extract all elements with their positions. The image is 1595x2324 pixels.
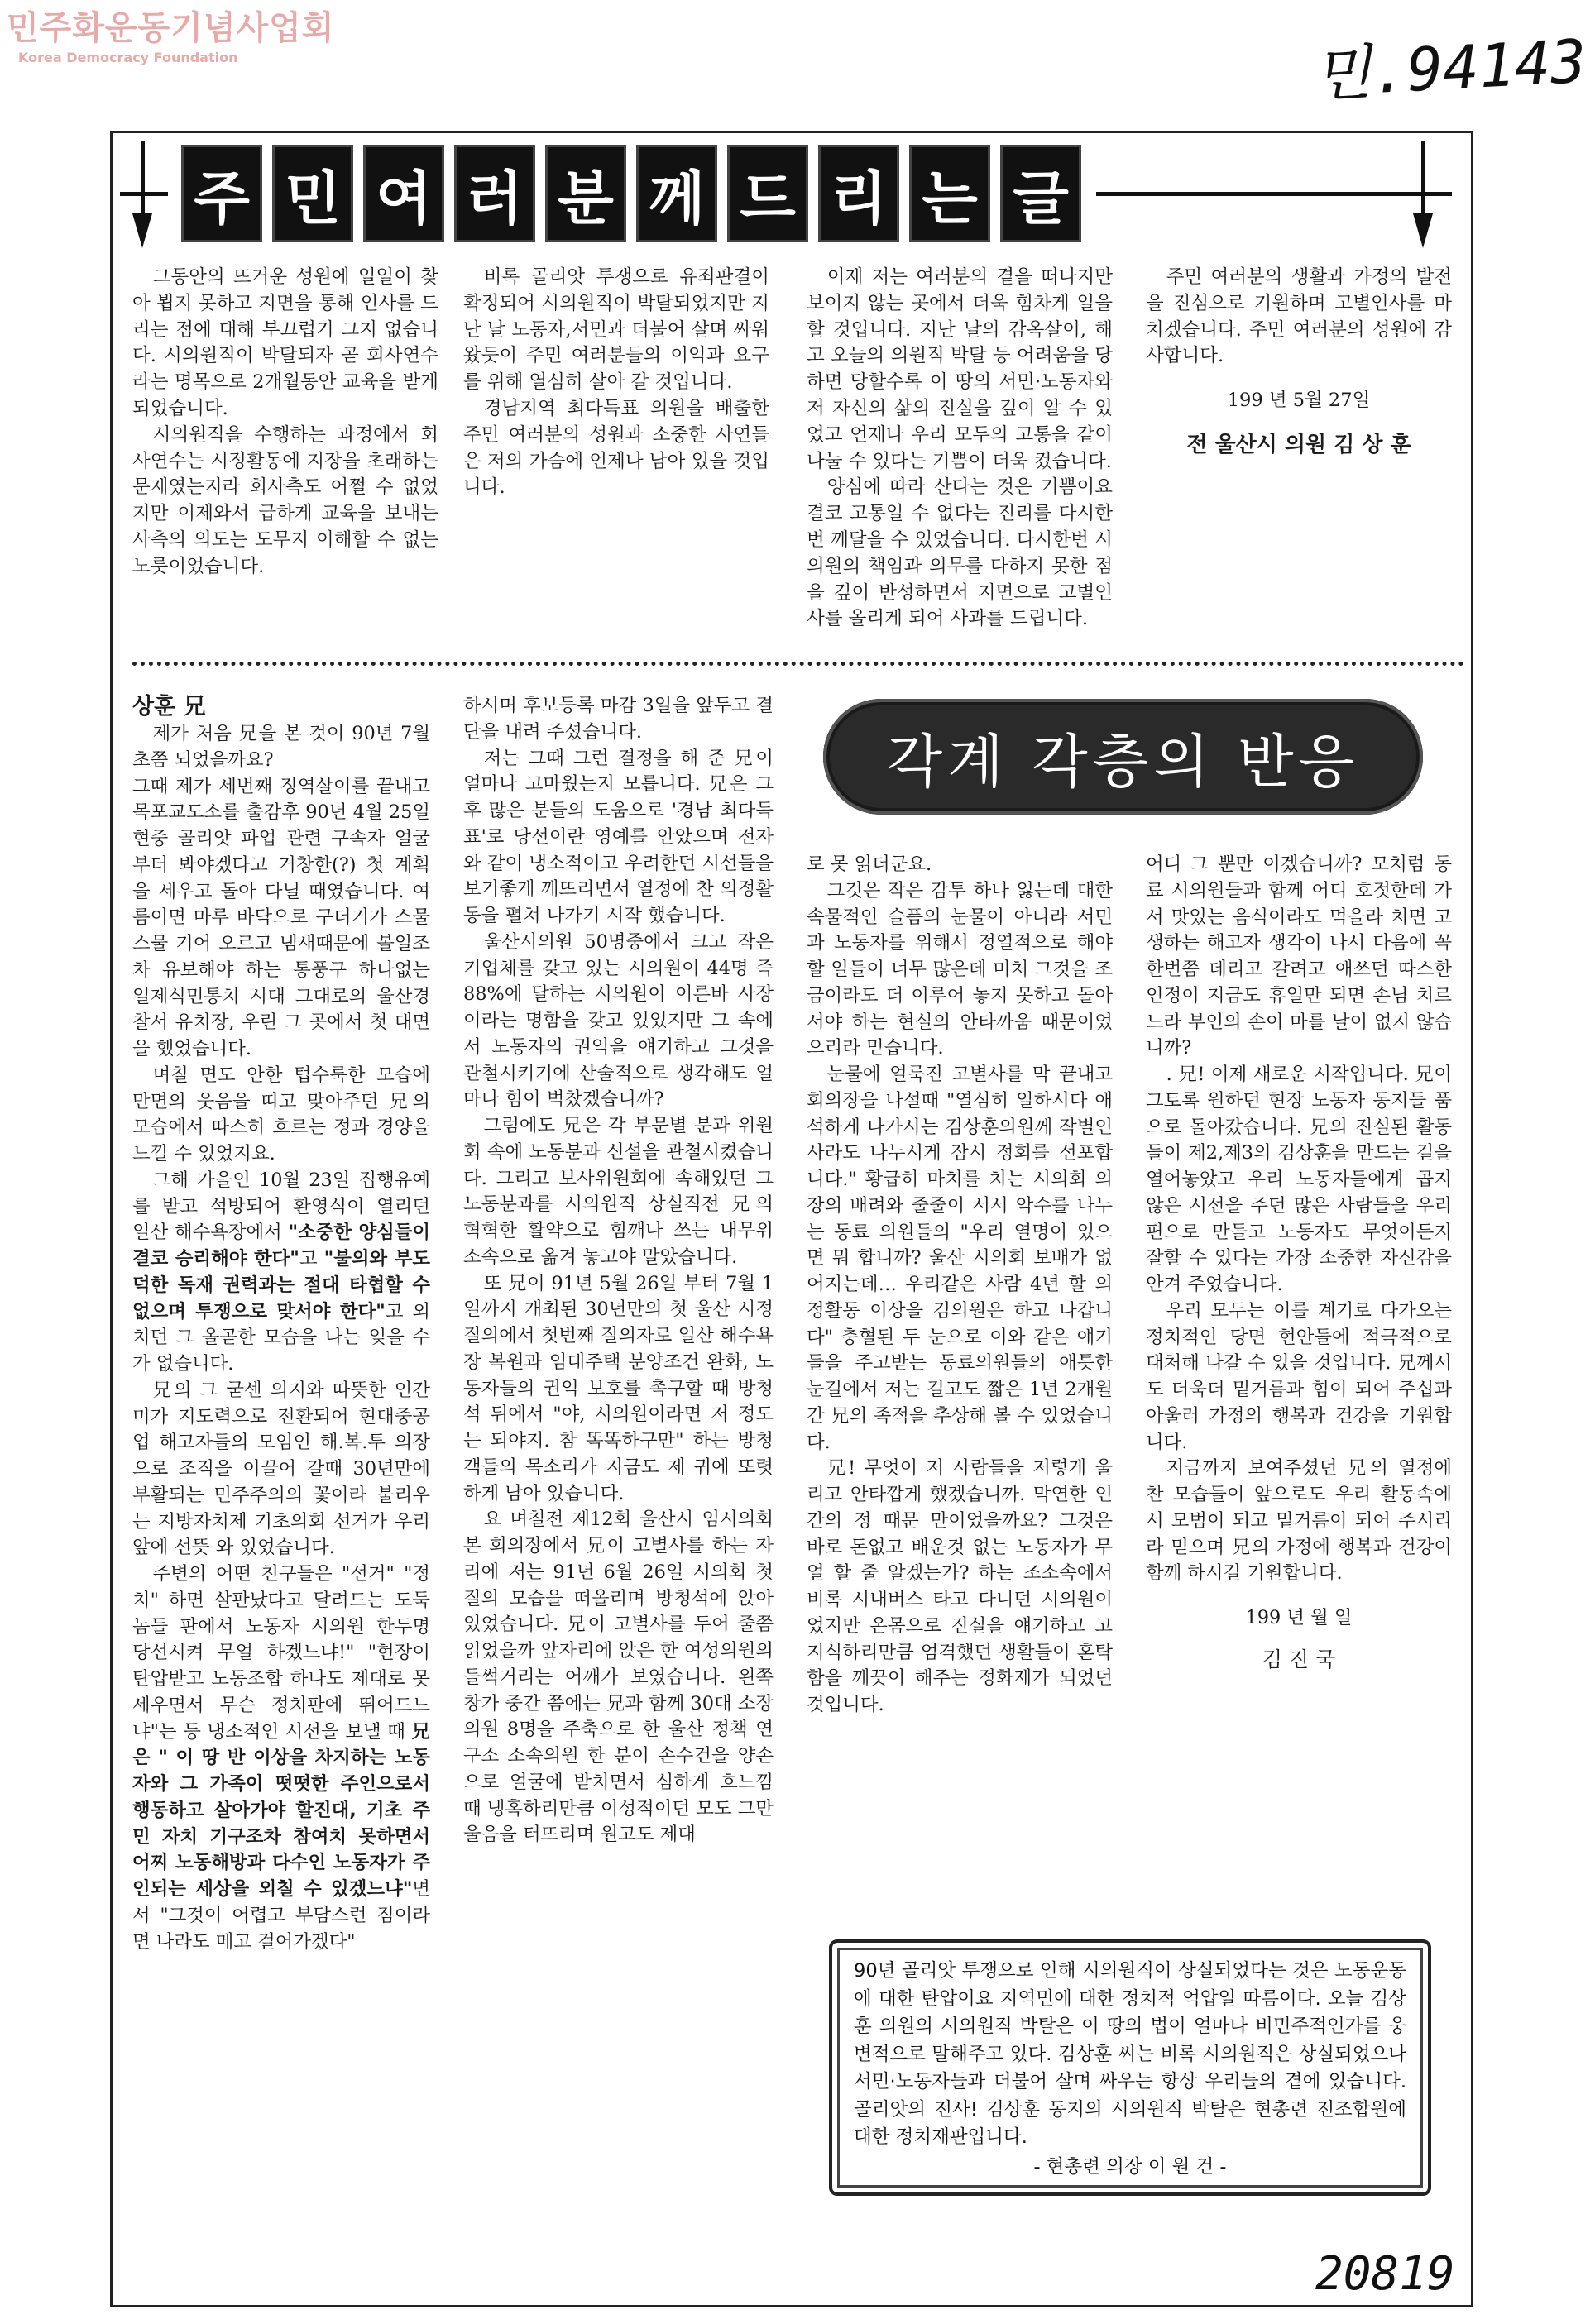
title-char: 여 <box>363 145 444 242</box>
watermark-org-english: Korea Democracy Foundation <box>18 50 238 65</box>
right-cross-ornament <box>1421 141 1425 215</box>
reaction-text: 주변의 어떤 친구들은 "선거" "정치" 하면 살판났다고 달려드는 도둑놈들 판에서 노동자 시의원 한두명 당선시켜 무얼 하겠느냐!" "현장이 탄압받고 노동조합 하나도 제대로 못세우면서 무슨 정치판에 뛰어드느냐"는 등 냉소적인 시선을 보낼 때 <box>132 1563 430 1743</box>
letter-paragraph: 주민 여러분의 생활과 가정의 발전을 진심으로 기원하며 고별인사를 마치겠습니다. 주민 여러분의 성원에 감사합니다. <box>1146 266 1452 367</box>
left-cross-ornament <box>141 141 145 215</box>
letter-paragraph: 이제 저는 여러분의 곁을 떠나지만 보이지 않는 곳에서 더욱 힘차게 일을 할 것입니다. 지난 날의 감옥살이, 해고 오늘의 의원직 박탈 등 어려움을 당하면 당할수록 이 땅의 서민·노동자와 저 자신의 삶의 진실을 깊이 알 수 있었고 언제나 우리 모두의 고통을 같이 나눌 수 있다는 기쁨이 더욱 컸습니다. <box>807 266 1113 472</box>
title-char: 러 <box>454 145 535 242</box>
reaction-paragraph: 요 며칠전 제12회 울산시 임시의회 본 회의장에서 兄이 고별사를 하는 자리에 저는 91년 6월 26일 시의회 첫 질의 모습을 떠올리며 방청석에 앉아 있었습니다. 兄이 고별사를 두어 줄쯤 읽었을까 앞자리에 앉은 한 여성의원의 들썩거리는 어깨가 보였습니다. 왼쪽 창가 중간 쯤에는 兄과 함께 30대 소장의원 8명을 주축으로 한 울산 정책 연구소 소속의원 한 분이 손수건을 양손으로 얼굴에 받치면서 심하게 흐느낌 때 냉혹하리만큼 이성적이던 모도 그만 울음을 터뜨리며 원고도 제대 <box>463 1509 774 1846</box>
reaction-paragraph: 그럼에도 兄은 각 부문별 분과 위원회 속에 노동분과 신설을 관철시켰습니다. 그리고 보사위원회에 속해있던 그 노동분과를 시의원직 상실직전 兄의 혁혁한 활약으로 힘깨나 쓰는 내무위 소속으로 옮겨 놓고야 말았습니다. <box>463 1115 774 1268</box>
title-char: 리 <box>818 145 899 242</box>
reaction-paragraph: 어디 그 뿐만 이겠습니까? 모처럼 동료 시의원들과 함께 어디 호젓한데 가서 맛있는 음식이라도 먹을라 치면 고생하는 해고자 생각이 나서 다음에 꼭 한번쯤 데리고 갈려고 애쓰던 따스한 인정이 지금도 휴일만 되면 손님 치르느라 부인의 손이 마를 날이 없지 않습니까? <box>1146 854 1452 1059</box>
title-char: 드 <box>727 145 808 242</box>
reaction-paragraph: 하시며 후보등록 마감 3일을 앞두고 결단을 내려 주셨습니다. <box>463 695 774 743</box>
reaction-text: 면서 "그것이 어렵고 부담스런 짐이라면 나라도 메고 걸어가겠다" <box>132 1878 430 1953</box>
reaction-column-1 <box>132 693 430 1955</box>
handwritten-reference-code: 민.94143 <box>1312 26 1588 110</box>
reaction-paragraph: 로 못 읽더군요. <box>807 854 932 875</box>
reaction-paragraph: 그것은 작은 감투 하나 잃는데 대한 속물적인 슬픔의 눈물이 아니라 서민과 노동자를 위해서 정열적으로 해야 할 일들이 너무 많은데 미처 그것을 조금이라도 더 이루어 놓지 못하고 돌아서야 하는 현실의 안타까움 때문이었으리라 믿습니다. <box>807 879 1113 1059</box>
letter-paragraph: 비록 골리앗 투쟁으로 유죄판결이 확정되어 시의원직이 박탈되었지만 지난 날 노동자,서민과 더불어 살며 싸워왔듯이 주민 여러분들의 이익과 요구를 위해 열심히 살아 갈 것입니다. <box>463 266 769 394</box>
reaction-paragraph: 그때 제가 세번째 징역살이를 끝내고 목포교도소를 출감후 90년 4월 25일 현중 골리앗 파업 관련 구속자 얼굴부터 봐야겠다고 거창한(?) 첫 계획을 세우고 돌아 다닐 때였습니다. 여름이면 마루 바닥으로 구더기가 스물스물 기어 오르고 냄새때문에 볼일조차 유보해야 하는 통풍구 하나없는 일제식민통치 시대 그대로의 울산경찰서 유치장, 우린 그 곳에서 첫 대면을 했었습니다. <box>132 775 430 1059</box>
letter-signature: 전 울산시 의원 김 상 훈 <box>1186 432 1411 457</box>
reaction-column-2 <box>463 693 774 1848</box>
emphasis-quote: "불의와 부도덕한 독재 권력과는 절대 타협할 수 없으며 투쟁으로 맞서야 한다" <box>132 1248 431 1322</box>
reaction-paragraph: 지금까지 보여주셨던 兄의 열정에 찬 모습들이 앞으로도 우리 활동속에서 모범이 되고 밑거름이 되어 주시리라 믿으며 兄의 가정에 행복과 건강이 함께 하시길 기원합니다. <box>1146 1457 1452 1585</box>
emphasis-quote: "소중한 양심들이 결코 승리해야 한다" <box>132 1222 430 1270</box>
reaction-paragraph: 눈물에 얼룩진 고별사를 막 끝내고 회의장을 나설때 "열심히 일하시다 애석하게 나가시는 김상훈의원께 작별인사라도 나누시게 잠시 정회를 선포합니다." 황급히 마치를 치는 시의회 의장의 배려와 줄줄이 서서 악수를 나누는 동료 의원들의 "우리 열명이 있으면 뭐 합니까? 울산 시의회 보배가 없어지는데… 우리같은 사람 4년 할 의정활동 이상을 김의원은 하고 나갑니다" 충혈된 두 눈으로 이와 같은 얘기들을 주고받는 동료의원들의 애틋한 눈길에서 저는 길고도 짧은 1년 2개월간 兄의 족적을 추상해 볼 수 있었습니다. <box>807 1064 1113 1453</box>
letter-paragraph: 양심에 따라 산다는 것은 기쁨이요 결코 고통일 수 없다는 진리를 다시한번 깨달을 수 있었습니다. 다시한번 시의원의 책임과 의무를 다하지 못한 점을 깊이 반성하면서 지면으로 고별인사를 올리게 되어 사과를 드립니다. <box>807 476 1113 630</box>
reaction-signature: 김 진 국 <box>1262 1647 1336 1671</box>
quote-text: 90년 골리앗 투쟁으로 인해 시의원직이 상실되었다는 것은 노동운동에 대한 탄압이요 지역민에 대한 정치적 억압일 따름이다. 오늘 김상훈 의원의 시의원직 박탈은 이 땅의 법이 얼마나 비민주적인가를 웅변적으로 말해주고 있다. 김상훈 씨는 비록 시의원직은 상실되었으나 서민·노동자들과 더불어 살며 싸우는 항상 우리들의 곁에 있습니다. 골리앗의 전사! 김상훈 동지의 시의원직 박탈은 현총련 전조합원에 대한 정치재판입니다. <box>854 1960 1406 2148</box>
section-divider <box>132 662 1464 666</box>
letter-paragraph: 그동안의 뜨거운 성원에 일일이 찾아 뵙지 못하고 지면을 통해 인사를 드리는 점에 대해 부끄럽기 그지 없습니다. 시의원직이 박탈되자 곧 회사연수라는 명목으로 2개월동안 교육을 받게 되었습니다. <box>132 266 438 419</box>
reaction-paragraph: 兄! 무엇이 저 사람들을 저렇게 울리고 안타깝게 했겠습니까. 막연한 인간의 정 때문 만이었을까요? 그것은 바로 돈없고 배운것 없는 노동자가 무얼 할 줄 알겠는가? 하는 조소속에서 비록 시내버스 타고 다니던 시의원이었지만 온몸으로 진실을 얘기하고 고지식하리만큼 엄격했던 생활들이 혼탁함을 깨끗이 해주는 정화제가 되었던 것입니다. <box>807 1457 1113 1715</box>
reaction-paragraph: 兄의 그 굳센 의지와 따뜻한 인간미가 지도력으로 전환되어 현대중공업 해고자들의 모임인 해.복.투 의장으로 조직을 이끌어 갈때 30년만에 부활되는 민주주의의 꽃이라 불리우는 지방자치제 기초의회 선거가 우리 앞에 선뜻 와 있었습니다. <box>132 1379 430 1559</box>
title-char: 께 <box>636 145 717 242</box>
quote-attribution: - 현총련 의장 이 원 건 - <box>1033 2155 1227 2178</box>
left-cross-point <box>132 213 152 248</box>
letter-title-banner <box>174 145 1089 242</box>
letter-column-3 <box>807 265 1113 633</box>
reaction-column-4 <box>1146 852 1452 1673</box>
letter-paragraph: 시의원직을 수행하는 과정에서 회사연수는 시정활동에 지장을 초래하는 문제였는지라 회사측도 어쩔 수 없었지만 이제와서 급하게 교육을 보내는 사측의 의도는 도무지 이해할 수 없는 노릇이었습니다. <box>132 423 438 577</box>
reaction-date: 199 년 월 일 <box>1245 1607 1353 1628</box>
emphasis-quote: 兄은 " 이 땅 반 이상을 차지하는 노동자와 그 가족이 떳떳한 주인으로서 행동하고 살아가야 할진대, 기초 주민 자치 기구조차 참여치 못하면서 어찌 노동해방과 다수인 노동자가 주인되는 세상을 외칠 수 있겠느냐" <box>132 1720 430 1900</box>
reaction-paragraph: 또 兄이 91년 5월 26일 부터 7월 1일까지 개최된 30년만의 첫 울산 시정 질의에서 첫번째 질의자로 일산 해수욕장 복원과 임대주택 분양조건 완화, 노동자들의 권익 보호를 촉구할 때 방청석 뒤에서 "야, 시의원이라면 저 정도는 되야지. 참 똑똑하구만" 하는 방청객들의 목소리가 지금도 제 귀에 또렷하게 남아 있습니다. <box>463 1272 774 1504</box>
letter-column-1 <box>132 265 438 581</box>
left-cross-bar <box>120 192 168 196</box>
reaction-text: 고 <box>299 1248 324 1270</box>
letter-column-2 <box>463 265 769 501</box>
title-char: 주 <box>181 145 262 242</box>
handwritten-page-number: 20819 <box>1315 2247 1455 2301</box>
reaction-paragraph: 울산시의원 50명중에서 크고 작은 기업체를 갖고 있는 시의원이 44명 즉 88%에 달하는 시의원이 이른바 사장이라는 명함을 갖고 있었지만 그 속에서 노동자의 권익을 얘기하고 그것을 관철시키기에 산술적으로 생각해도 얼마나 힘이 벅찼겠습니까? <box>463 930 774 1111</box>
reactions-banner: 각계 각층의 반응 <box>823 699 1423 815</box>
salutation: 상훈 兄 <box>132 694 206 720</box>
right-cross-point <box>1413 213 1433 248</box>
reaction-text: 그해 가을인 10월 23일 집행유예를 받고 석방되어 환영식이 열리던 일산 해수욕장에서 <box>132 1169 430 1244</box>
reaction-paragraph: 우리 모두는 이를 계기로 다가오는 정치적인 당면 현안들에 적극적으로 대처해 나갈 수 있을 것입니다. 兄께서도 더욱더 밑거름과 힘이 되어 주십과 아울러 가정의 행복과 건강을 기원합니다. <box>1146 1299 1452 1453</box>
watermark-org-korean: 민주화운동기념사업회 <box>7 9 335 47</box>
reaction-paragraph: . 兄! 이제 새로운 시작입니다. 兄이 그토록 원하던 현장 노동자 동지들 품으로 돌아갔습니다. 兄의 진실된 활동들이 제2,제3의 김상훈을 만드는 길을 열어놓았고 우리 노동자들에게 곱지 않은 시선을 주던 많은 사람들을 우리 편으로 만들고 노동자도 무엇이든지 잘할 수 있다는 가장 소중한 자신감을 안겨 주었습니다. <box>1146 1064 1452 1295</box>
union-leader-quote-box <box>829 1939 1431 2196</box>
title-char: 글 <box>1000 145 1081 242</box>
letter-paragraph: 경남지역 최다득표 의원을 배출한 주민 여러분의 성원과 소중한 사연들은 저의 가슴에 언제나 남아 있을 것입니다. <box>463 397 769 499</box>
reaction-paragraph: 저는 그때 그런 결정을 해 준 兄이 얼마나 고마웠는지 모릅니다. 兄은 그후 많은 분들의 도움으로 '경남 최다득표'로 당선이란 영예를 안았으며 전자와 같이 냉소적이고 우려한던 시선들을 보기좋게 깨뜨리면서 열정에 찬 의정활동을 펼쳐 나가기 시작 했습니다. <box>463 747 774 926</box>
reaction-column-3 <box>807 852 1113 1719</box>
reaction-paragraph: 며칠 면도 안한 텁수룩한 모습에 만면의 웃음을 띠고 맞아주던 兄의 모습에서 따스히 흐르는 정과 경양을 느낄 수 있었지요. <box>132 1064 430 1164</box>
reaction-paragraph: 제가 처음 兄을 본 것이 90년 7월초쯤 되었을까요? <box>132 723 430 771</box>
letter-date: 199 년 5월 27일 <box>1227 390 1371 412</box>
right-arrow-line <box>1096 192 1452 196</box>
reaction-paragraph <box>132 1168 430 1378</box>
reaction-paragraph <box>132 1561 430 1955</box>
title-char: 분 <box>545 145 626 242</box>
letter-column-4 <box>1146 265 1452 459</box>
title-char: 는 <box>909 145 990 242</box>
title-char: 민 <box>272 145 353 242</box>
reaction-text: 고 외치던 그 올곧한 모습을 나는 잊을 수가 없습니다. <box>132 1300 430 1375</box>
